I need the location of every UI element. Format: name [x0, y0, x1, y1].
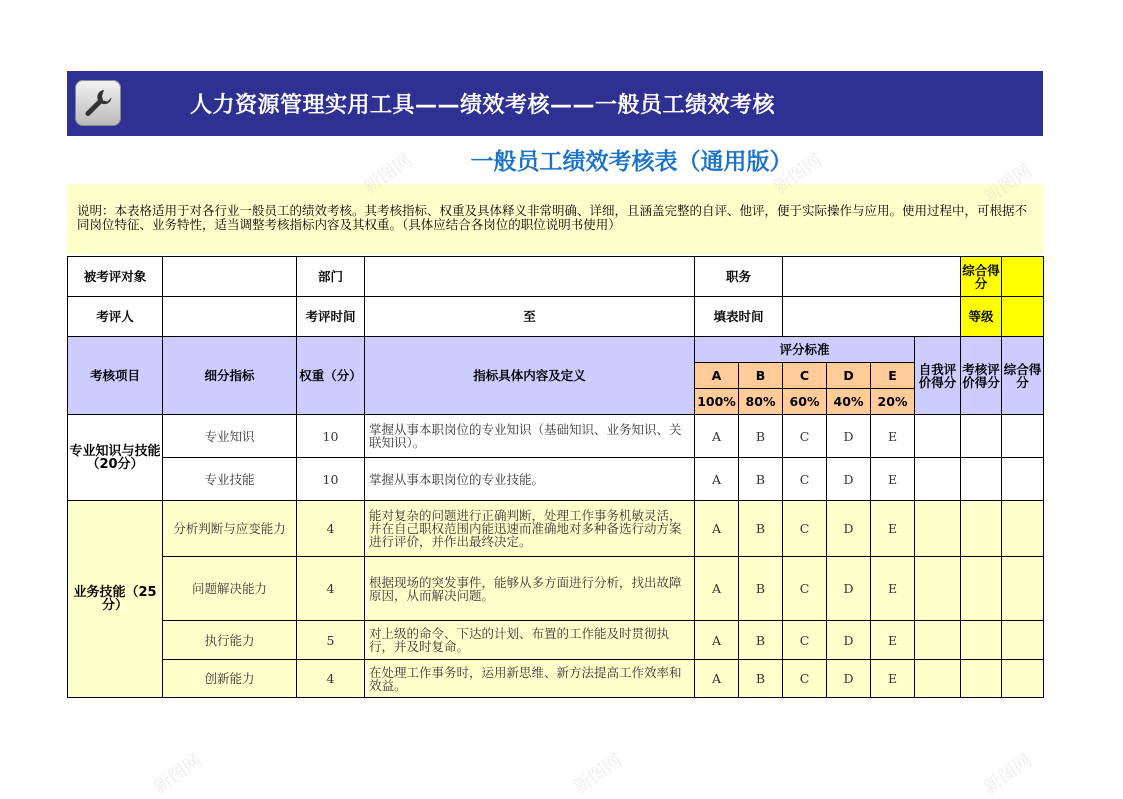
eval-time-range[interactable]: 至 — [365, 297, 695, 337]
page-title: 人力资源管理实用工具——绩效考核——一般员工绩效考核 — [190, 93, 776, 118]
definition-cell: 在处理工作事务时，运用新思维、新方法提高工作效率和效益。 — [365, 660, 695, 698]
grade-header-d: D — [827, 363, 871, 389]
watermark: 新图网 — [359, 150, 417, 199]
table-row — [68, 557, 1044, 621]
evaluator-label: 考评人 — [68, 297, 163, 337]
grade-option-d[interactable]: D — [827, 501, 871, 557]
eval-score-cell[interactable] — [961, 660, 1002, 698]
self-score-cell[interactable] — [915, 415, 961, 458]
watermark: 新图网 — [569, 750, 626, 799]
total-score-cell[interactable] — [1002, 660, 1044, 698]
weight-cell: 10 — [297, 458, 365, 501]
grade-option-a[interactable]: A — [695, 621, 739, 660]
grade-option-e[interactable]: E — [871, 458, 915, 501]
grade-value[interactable] — [1002, 297, 1044, 337]
grade-option-a[interactable]: A — [695, 501, 739, 557]
grade-option-a[interactable]: A — [695, 415, 739, 458]
grade-option-b[interactable]: B — [739, 621, 783, 660]
table-row — [68, 621, 1044, 660]
self-score-cell[interactable] — [915, 621, 961, 660]
fill-time-label: 填表时间 — [695, 297, 783, 337]
grade-option-d[interactable]: D — [827, 415, 871, 458]
watermark: 新图网 — [979, 750, 1036, 799]
grade-header-c: C — [783, 363, 827, 389]
grade-option-e[interactable]: E — [871, 501, 915, 557]
table-row — [68, 458, 1044, 501]
indicator-cell: 分析判断与应变能力 — [163, 501, 297, 557]
col-eval-score-header: 考核评价得分 — [961, 337, 1002, 415]
grade-option-b[interactable]: B — [739, 557, 783, 621]
grade-option-c[interactable]: C — [783, 557, 827, 621]
eval-time-label: 考评时间 — [297, 297, 365, 337]
definition-cell: 掌握从事本职岗位的专业知识（基础知识、业务知识、关联知识）。 — [365, 415, 695, 458]
total-score-cell[interactable] — [1002, 621, 1044, 660]
percent-a: 100% — [695, 389, 739, 415]
col-total-score-header: 综合得分 — [1002, 337, 1044, 415]
grade-option-c[interactable]: C — [783, 501, 827, 557]
grade-option-e[interactable]: E — [871, 415, 915, 458]
indicator-cell: 专业技能 — [163, 458, 297, 501]
grade-label: 等级 — [961, 297, 1002, 337]
table-row — [68, 501, 1044, 557]
grade-header-e: E — [871, 363, 915, 389]
total-score-cell[interactable] — [1002, 415, 1044, 458]
total-score-cell[interactable] — [1002, 501, 1044, 557]
appraisal-table — [67, 256, 1044, 698]
weight-cell: 4 — [297, 660, 365, 698]
percent-d: 40% — [827, 389, 871, 415]
col-criteria-header: 评分标准 — [695, 337, 915, 363]
grade-header-a: A — [695, 363, 739, 389]
eval-score-cell[interactable] — [961, 557, 1002, 621]
self-score-cell[interactable] — [915, 660, 961, 698]
table-row — [68, 660, 1044, 698]
definition-cell: 能对复杂的问题进行正确判断，处理工作事务机敏灵活，并在自己职权范围内能迅速而准确地对多种备选行动方案进行评价，并作出最终决定。 — [365, 501, 695, 557]
percent-b: 80% — [739, 389, 783, 415]
grade-option-b[interactable]: B — [739, 501, 783, 557]
indicator-cell: 执行能力 — [163, 621, 297, 660]
self-score-cell[interactable] — [915, 458, 961, 501]
col-weight-header: 权重（分） — [297, 337, 365, 415]
weight-cell: 10 — [297, 415, 365, 458]
description-box — [67, 184, 1043, 254]
definition-cell: 对上级的命令、下达的计划、布置的工作能及时贯彻执行，并及时复命。 — [365, 621, 695, 660]
group-name: 业务技能（25分） — [68, 501, 163, 698]
indicator-cell: 创新能力 — [163, 660, 297, 698]
grade-option-b[interactable]: B — [739, 660, 783, 698]
dept-label: 部门 — [297, 257, 365, 297]
self-score-cell[interactable] — [915, 557, 961, 621]
grade-option-a[interactable]: A — [695, 660, 739, 698]
definition-cell: 掌握从事本职岗位的专业技能。 — [365, 458, 695, 501]
grade-option-d[interactable]: D — [827, 458, 871, 501]
indicator-cell: 专业知识 — [163, 415, 297, 458]
grade-option-e[interactable]: E — [871, 557, 915, 621]
grade-option-a[interactable]: A — [695, 458, 739, 501]
group-name: 专业知识与技能（20分） — [68, 415, 163, 501]
grade-option-c[interactable]: C — [783, 621, 827, 660]
dept-value[interactable] — [365, 257, 695, 297]
total-score-cell[interactable] — [1002, 458, 1044, 501]
description-text: 说明：本表格适用于对各行业一般员工的绩效考核。其考核指标、权重及具体释义非常明确、详细，且涵盖完整的自评、他评，便于实际操作与应用。使用过程中，可根据不同岗位特征、业务特性，适当调整考核指标内容及其权重。（具体应结合各岗位的职位说明书使用） — [77, 203, 1028, 232]
grade-option-c[interactable]: C — [783, 660, 827, 698]
grade-header-b: B — [739, 363, 783, 389]
total-score-cell[interactable] — [1002, 557, 1044, 621]
eval-score-cell[interactable] — [961, 501, 1002, 557]
position-value[interactable] — [783, 257, 961, 297]
col-indicator-header: 细分指标 — [163, 337, 297, 415]
grade-option-c[interactable]: C — [783, 415, 827, 458]
definition-cell: 根据现场的突发事件，能够从多方面进行分析，找出故障原因，从而解决问题。 — [365, 557, 695, 621]
grade-option-b[interactable]: B — [739, 415, 783, 458]
evaluator-value[interactable] — [163, 297, 297, 337]
grade-option-a[interactable]: A — [695, 557, 739, 621]
weight-cell: 4 — [297, 501, 365, 557]
total-score-value[interactable] — [1002, 257, 1044, 297]
eval-score-cell[interactable] — [961, 621, 1002, 660]
grade-option-d[interactable]: D — [827, 660, 871, 698]
indicator-cell: 问题解决能力 — [163, 557, 297, 621]
eval-score-cell[interactable] — [961, 458, 1002, 501]
grade-option-c[interactable]: C — [783, 458, 827, 501]
form-title: 一般员工绩效考核表（通用版） — [470, 149, 793, 175]
percent-c: 60% — [783, 389, 827, 415]
grade-option-e[interactable]: E — [871, 621, 915, 660]
weight-cell: 5 — [297, 621, 365, 660]
subject-value[interactable] — [163, 257, 297, 297]
grade-option-e[interactable]: E — [871, 660, 915, 698]
percent-e: 20% — [871, 389, 915, 415]
title-bar — [67, 71, 1043, 136]
total-score-label: 综合得分 — [961, 257, 1002, 297]
wrench-icon[interactable] — [75, 80, 121, 126]
self-score-cell[interactable] — [915, 501, 961, 557]
position-label: 职务 — [695, 257, 783, 297]
subject-label: 被考评对象 — [68, 257, 163, 297]
eval-score-cell[interactable] — [961, 415, 1002, 458]
col-item-header: 考核项目 — [68, 337, 163, 415]
watermark: 新图网 — [769, 150, 826, 199]
table-row — [68, 415, 1044, 458]
weight-cell: 4 — [297, 557, 365, 621]
grade-option-b[interactable]: B — [739, 458, 783, 501]
col-self-score-header: 自我评价得分 — [915, 337, 961, 415]
watermark: 新图网 — [149, 750, 207, 799]
fill-time-value[interactable] — [783, 297, 961, 337]
grade-option-d[interactable]: D — [827, 621, 871, 660]
grade-option-d[interactable]: D — [827, 557, 871, 621]
col-definition-header: 指标具体内容及定义 — [365, 337, 695, 415]
